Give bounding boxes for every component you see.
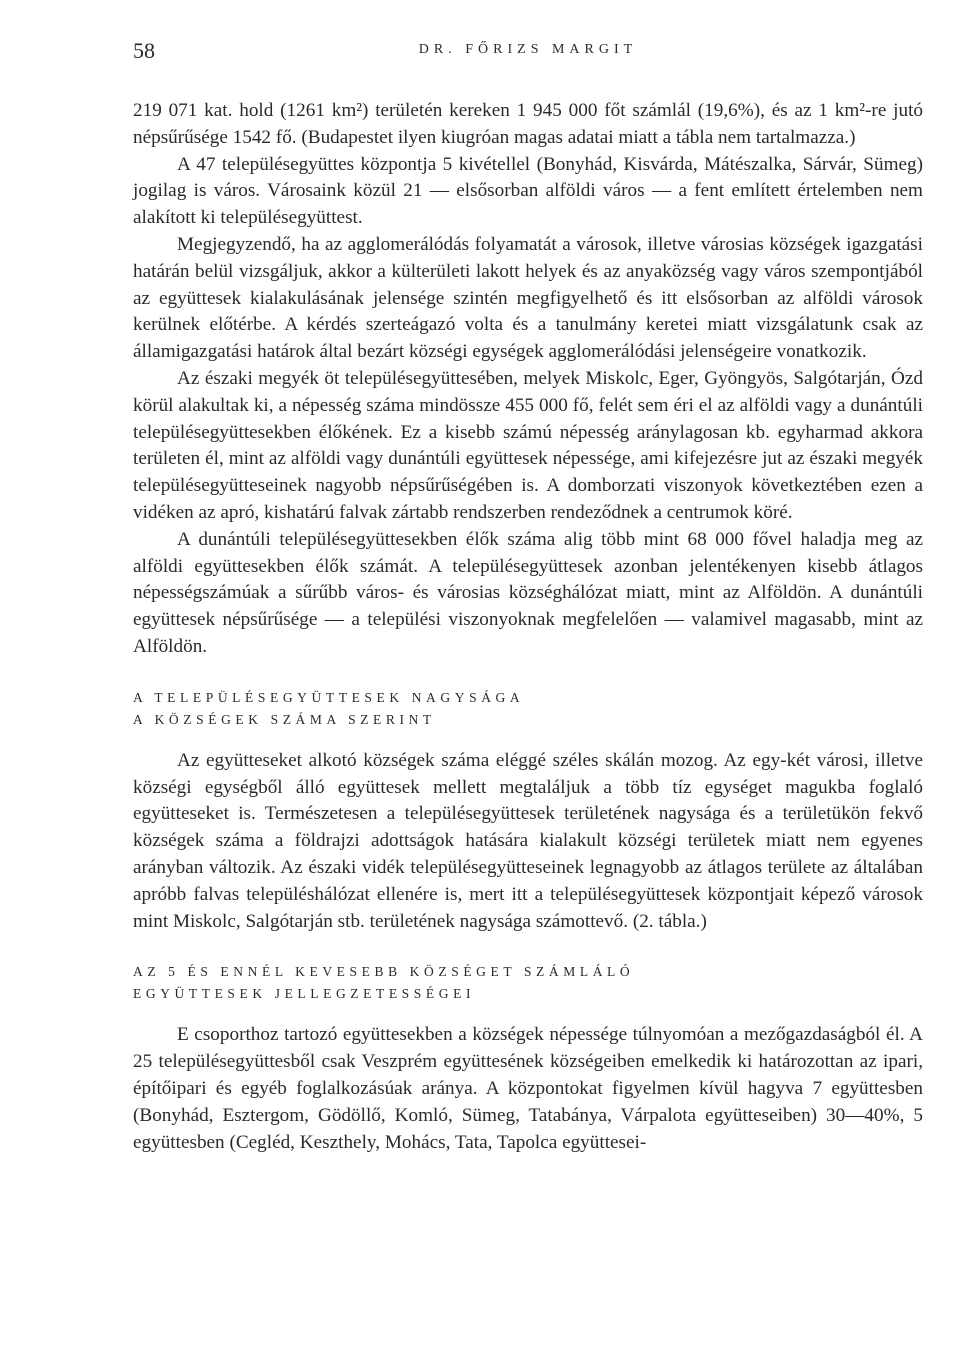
section-heading bbox=[133, 961, 923, 1005]
paragraph: E csoporthoz tartozó együttesekben a községek népessége túlnyomóan a mezőgazdaságból él. A 25 településegyüttesből csak Veszprém együttesének községeiben emelkedik ki határozottan az ipari, építőipari és egyéb foglalkozásúak aránya. A központokat figyelmen kívül hagyva 7 együttesben (Bonyhád, Esztergom, Gödöllő, Komló, Sümeg, Tatabánya, Várpalota együtteseiben) 30—40%, 5 együttesben (Cegléd, Keszthely, Mohács, Tata, Tapolca együttesei- bbox=[133, 1024, 923, 1153]
section-heading-line: AZ 5 ÉS ENNÉL KEVESEBB KÖZSÉGET SZÁMLÁLÓ bbox=[133, 964, 635, 980]
paragraph: A 47 településegyüttes központja 5 kivétellel (Bonyhád, Kisvárda, Mátészalka, Sárvár, Sümeg) jogilag is város. Városaink közül 21 — elsősorban alföldi város — a fent említett értelemben nem alakított ki településegyüttest. bbox=[133, 153, 923, 229]
running-head: DR. FŐRIZS MARGIT bbox=[418, 42, 638, 57]
page-header bbox=[133, 38, 923, 68]
section-heading-line: A KÖZSÉGEK SZÁMA SZERINT bbox=[133, 711, 436, 727]
body-text bbox=[133, 98, 923, 1156]
section-heading-line: EGYÜTTESEK JELLEGZETESSÉGEI bbox=[133, 986, 476, 1002]
paragraph: Az együtteseket alkotó községek száma eléggé széles skálán mozog. Az egy-két városi, illetve községi egységből álló együttesek mellett megtaláljuk a több tíz egységet magukba foglaló együtteseket is. Természetesen a településegyüttesek területének nagysága és a területükön fekvő községek száma a földrajzi adottságok hatására kialakult községi területek miatt nem egyenes arányban változik. Az északi vidék településegyütteseinek legnagyobb az átlagos területe az általában apróbb falvas településhálózat ellenére is, mert itt a településegyüttesek központjait képező városok mint Miskolc, Salgótarján stb. területének nagysága számottevő. (2. tábla.) bbox=[133, 749, 923, 932]
section-heading-line: A TELEPÜLÉSEGYÜTTESEK NAGYSÁGA bbox=[133, 689, 525, 705]
paragraph-continued: 219 071 kat. hold (1261 km²) területén kereken 1 945 000 főt számlál (19,6%), és az 1 km²-re jutó népsűrűsége 1542 fő. (Budapestet ilyen kiugróan magas adatai miatt a tábla nem tartalmazza.) bbox=[133, 100, 923, 148]
paragraph: Az északi megyék öt településegyüttesében, melyek Miskolc, Eger, Gyöngyös, Salgótarján, Ózd körül alakultak ki, a népesség száma mindössze 455 000 fő, felét sem éri el az alföldi vagy a dunántúli településegyüttesekben élőkének. Ez a kisebb számú népesség aránylagosan kb. egyharmad akkora területen él, mint az alföldi vagy dunántúli együttesek népessége, ami kifejezésre jut az északi megyék településegyütteseinek nagyobb népsűrűségében is. A domborzati viszonyok következtében ezen a vidéken az apró, kishatárú falvak zártabb rendszerben rendeződnek a centrumok köré. bbox=[133, 367, 923, 523]
paragraph: Megjegyzendő, ha az agglomerálódás folyamatát a városok, illetve városias községek igazgatási határán belül vizsgáljuk, akkor a külterületi lakott helyek és az anyaközség vagy város szempontjából az együttesek kialakulásának jelensége szintén megfigyelhető és itt elsősorban az alföldi városok kerülnek előtérbe. A kérdés szerteágazó volta és a tanulmány keretei miatt vizsgálatunk csak az államigazgatási határok által bezárt községi egységek agglomerálódási jelenségeire vonatkozik. bbox=[133, 233, 923, 363]
paragraph: A dunántúli településegyüttesekben élők száma alig több mint 68 000 fővel haladja meg az alföldi együttesekben élők számát. A településegyüttesek azonban jelentékenyen kisebb átlagos népességszámúak a sűrűbb város- és városias községhálózat miatt, mint az Alföldön. A dunántúli együttesek népsűrűsége — a települési viszonyoknak megfelelően — valamivel magasabb, mint az Alföldön. bbox=[133, 528, 923, 657]
page-number: 58 bbox=[133, 38, 155, 63]
section-heading bbox=[133, 687, 923, 731]
